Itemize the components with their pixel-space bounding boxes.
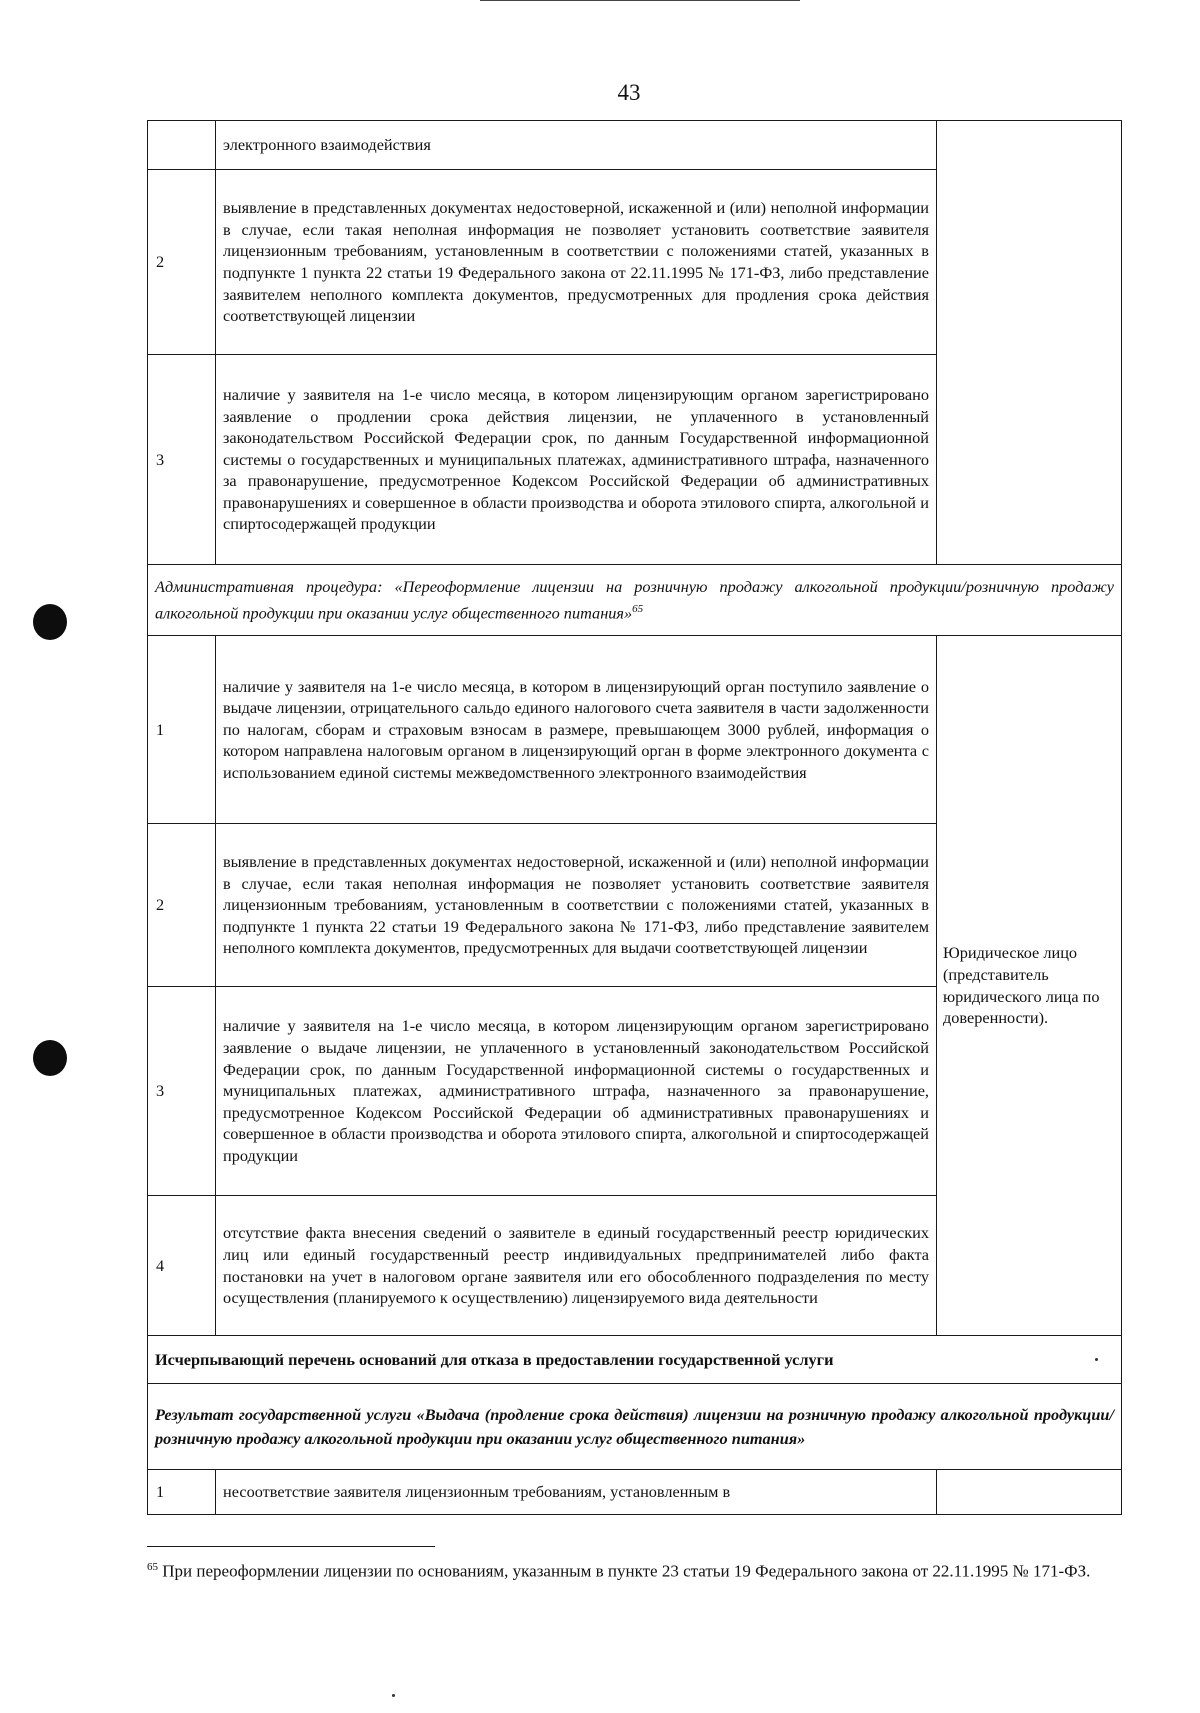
page-number: 43 — [617, 80, 641, 105]
row-text: отсутствие факта внесения сведений о заявителе в единый государственный реестр юридических лиц или единый государственный реестр индивидуальных предпринимателей либо факта постановки на учет в налоговом органе заявителя или его обособленного подразделения по месту осуществления (планируемого к осуществлению) лицензируемого вида деятельности — [216, 1196, 937, 1336]
row-number: 2 — [148, 170, 216, 355]
row-number: 4 — [148, 1196, 216, 1336]
procedure-title — [148, 565, 1122, 636]
hole-punch-mark — [33, 604, 67, 640]
row-text: выявление в представленных документах недостоверной, искаженной и (или) неполной информации в случае, если такая неполная информация не позволяет установить соответствие заявителя лицензионным требованиям, установленным в соответствии с положениями статей, указанных в подпункте 1 пункта 22 статьи 19 Федерального закона № 171-ФЗ, либо представление заявителем неполного комплекта документов, предусмотренных для выдачи соответствующей лицензии — [216, 824, 937, 987]
section-heading-row — [148, 1384, 1122, 1470]
row-text: наличие у заявителя на 1-е число месяца, в котором лицензирующим органом зарегистрировано заявление о выдаче лицензии, не уплаченного в установленный законодательством Российской Федерации срок, по данным Государственной информационной системы о государственных и муниципальных платежах, административного штрафа, назначенного за правонарушение, предусмотренное Кодексом Российской Федерации об административных правонарушениях и совершенное в области производства и оборота этилового спирта, алкогольной и спиртосодержащей продукции — [216, 987, 937, 1196]
footnote — [147, 1556, 1121, 1583]
row-number: 1 — [148, 636, 216, 824]
footnote-reference: 65 — [632, 603, 644, 616]
table-row — [148, 1470, 1122, 1515]
row-text: наличие у заявителя на 1-е число месяца, в котором лицензирующим органом зарегистрировано заявление о продлении срока действия лицензии, не уплаченного в установленный законодательством Российской Федерации срок, по данным Государственной информационной системы о государственных и муниципальных платежах, административного штрафа, назначенного за правонарушение, предусмотренное Кодексом Российской Федерации об административных правонарушениях и совершенное в области производства и оборота этилового спирта, алкогольной и спиртосодержащей продукции — [216, 355, 937, 565]
procedure-row — [148, 565, 1122, 636]
services-table — [147, 120, 1122, 1515]
row-number: 1 — [148, 1470, 216, 1515]
row-number: 3 — [148, 355, 216, 565]
row-number: 2 — [148, 824, 216, 987]
row-text: выявление в представленных документах недостоверной, искаженной и (или) неполной информации в случае, если такая неполная информация не позволяет установить соответствие заявителя лицензионным требованиям, установленным в соответствии с положениями статей, указанных в подпункте 1 пункта 22 статьи 19 Федерального закона от 22.11.1995 № 171-ФЗ, либо представление заявителем неполного комплекта документов, предусмотренных для продления срока действия соответствующей лицензии — [216, 170, 937, 355]
row-text: наличие у заявителя на 1-е число месяца, в котором в лицензирующий орган поступило заявление о выдаче лицензии, отрицательного сальдо единого налогового счета заявителя в части задолженности по налогам, сборам и страховым взносам в размере, превышающем 3000 рублей, информация о котором направлена налоговым органом в лицензирующий орган в форме электронного документа с использованием единой системы межведомственного электронного взаимодействия — [216, 636, 937, 824]
section-heading-row — [148, 1336, 1122, 1384]
footnote-text: При переоформлении лицензии по основаниям, указанным в пункте 23 статьи 19 Федерального закона от 22.11.1995 № 171-ФЗ. — [162, 1561, 1091, 1581]
refusal-heading: Исчерпывающий перечень оснований для отказа в предоставлении государственной услуги — [148, 1336, 1122, 1384]
scan-top-edge — [480, 0, 800, 1]
row-number: 3 — [148, 987, 216, 1196]
table-row — [148, 636, 1122, 824]
row-text: электронного взаимодействия — [216, 121, 937, 170]
result-heading: Результат государственной услуги «Выдача (продление срока действия) лицензии на розничную продажу алкогольной продукции/розничную продажу алкогольной продукции при оказании услуг общественного питания» — [148, 1384, 1122, 1470]
applicant-cell-empty — [937, 121, 1122, 565]
row-text: несоответствие заявителя лицензионным требованиям, установленным в — [216, 1470, 937, 1515]
table-row — [148, 121, 1122, 170]
scan-speck — [392, 1694, 395, 1697]
applicant-cell-empty — [937, 1470, 1122, 1515]
footnote-marker: 65 — [147, 1561, 158, 1573]
hole-punch-mark — [33, 1040, 67, 1076]
applicant-cell: Юридическое лицо (представитель юридического лица по доверенности). — [937, 636, 1122, 1336]
footnote-separator — [147, 1546, 435, 1547]
procedure-text: Административная процедура: «Переоформление лицензии на розничную продажу алкогольной продукции/розничную продажу алкогольной продукции при оказании услуг общественного питания» — [155, 577, 1114, 623]
row-number — [148, 121, 216, 170]
